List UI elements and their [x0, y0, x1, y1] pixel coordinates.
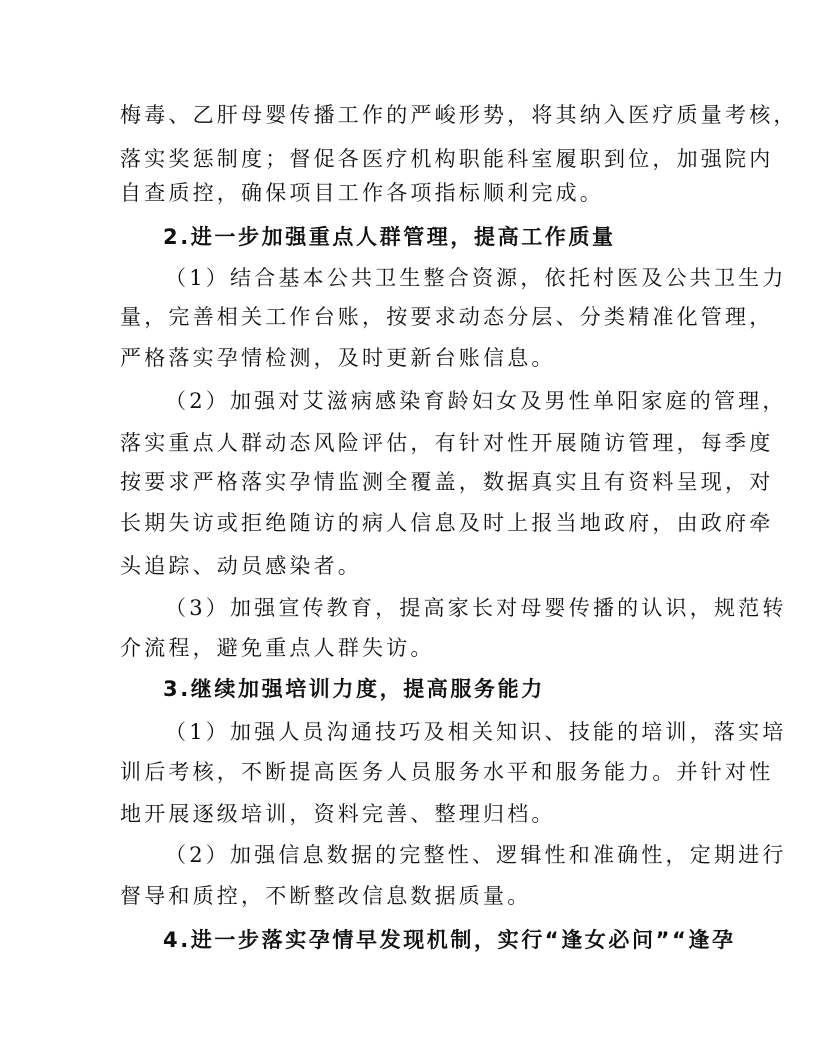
paragraph-line: （1）结合基本公共卫生整合资源，依托村医及公共卫生力	[165, 266, 787, 290]
paragraph-line: 训后考核，不断提高医务人员服务水平和服务能力。并针对性	[120, 760, 774, 784]
paragraph-line: 梅毒、乙肝母婴传播工作的严峻形势，将其纳入医疗质量考核，	[120, 103, 798, 127]
paragraph-line: 严格落实孕情检测，及时更新台账信息。	[120, 346, 556, 370]
paragraph-line: 介流程，避免重点人群失访。	[120, 636, 435, 660]
section-heading: 3.继续加强培训力度，提高服务能力	[163, 677, 545, 701]
paragraph-line: （2）加强对艾滋病感染育龄妇女及男性单阳家庭的管理，	[165, 389, 787, 413]
section-heading: 2.进一步加强重点人群管理，提高工作质量	[163, 225, 616, 249]
paragraph-line: 量，完善相关工作台账，按要求动态分层、分类精准化管理，	[120, 305, 774, 329]
paragraph-line: 自查质控，确保项目工作各项指标顺利完成。	[120, 181, 604, 205]
paragraph-line: 督导和质控，不断整改信息数据质量。	[120, 884, 532, 908]
paragraph-line: 长期失访或拒绝随访的病人信息及时上报当地政府，由政府牵	[120, 511, 774, 535]
section-heading: 4.进一步落实孕情早发现机制，实行“逢女必问”“逢孕	[163, 928, 736, 952]
paragraph-line: 按要求严格落实孕情监测全覆盖，数据真实且有资料呈现，对	[120, 470, 774, 494]
paragraph-line: 落实重点人群动态风险评估，有针对性开展随访管理，每季度	[120, 431, 774, 455]
paragraph-line: （1）加强人员沟通技巧及相关知识、技能的培训，落实培	[165, 720, 787, 744]
paragraph-line: （2）加强信息数据的完整性、逻辑性和准确性，定期进行	[165, 843, 787, 867]
paragraph-line: 地开展逐级培训，资料完善、整理归档。	[120, 802, 556, 826]
paragraph-line: 落实奖惩制度；督促各医疗机构职能科室履职到位，加强院内	[120, 147, 774, 171]
paragraph-line: （3）加强宣传教育，提高家长对母婴传播的认识，规范转	[165, 596, 787, 620]
paragraph-line: 头追踪、动员感染者。	[120, 554, 362, 578]
